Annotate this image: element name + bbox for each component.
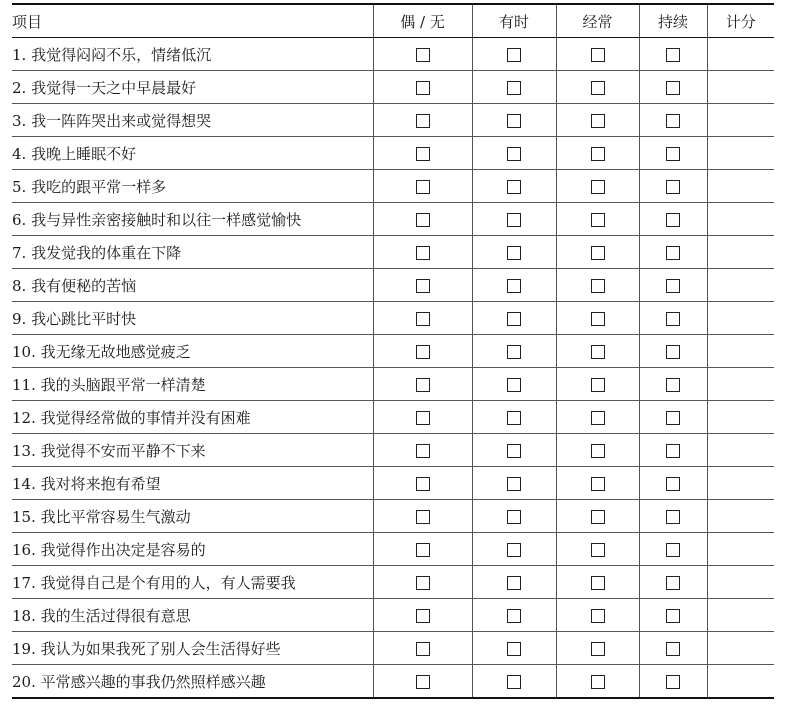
checkbox-often[interactable] — [591, 510, 605, 524]
option-cell-sometimes — [472, 533, 556, 566]
option-cell-rarely — [373, 368, 472, 401]
option-cell-sometimes — [472, 599, 556, 632]
checkbox-rarely[interactable] — [416, 444, 430, 458]
option-cell-often — [556, 467, 639, 500]
score-cell[interactable] — [707, 566, 774, 599]
checkbox-rarely[interactable] — [416, 213, 430, 227]
checkbox-sometimes[interactable] — [507, 378, 521, 392]
score-cell[interactable] — [707, 269, 774, 302]
option-cell-often — [556, 104, 639, 137]
question-text: 5. 我吃的跟平常一样多 — [12, 170, 373, 203]
option-cell-rarely — [373, 269, 472, 302]
question-row — [12, 137, 774, 170]
question-text: 12. 我觉得经常做的事情并没有困难 — [12, 401, 373, 434]
option-cell-often — [556, 533, 639, 566]
score-cell[interactable] — [707, 203, 774, 236]
option-cell-often — [556, 71, 639, 104]
checkbox-always[interactable] — [666, 642, 680, 656]
score-cell[interactable] — [707, 665, 774, 699]
checkbox-often[interactable] — [591, 213, 605, 227]
option-cell-sometimes — [472, 401, 556, 434]
question-text: 6. 我与异性亲密接触时和以往一样感觉愉快 — [12, 203, 373, 236]
score-cell[interactable] — [707, 434, 774, 467]
checkbox-rarely[interactable] — [416, 609, 430, 623]
checkbox-sometimes[interactable] — [507, 213, 521, 227]
question-row — [12, 203, 774, 236]
option-cell-sometimes — [472, 500, 556, 533]
option-cell-always — [639, 467, 707, 500]
checkbox-always[interactable] — [666, 576, 680, 590]
option-cell-often — [556, 599, 639, 632]
checkbox-often[interactable] — [591, 609, 605, 623]
checkbox-often[interactable] — [591, 81, 605, 95]
option-cell-rarely — [373, 236, 472, 269]
checkbox-often[interactable] — [591, 48, 605, 62]
option-cell-sometimes — [472, 236, 556, 269]
checkbox-rarely[interactable] — [416, 411, 430, 425]
question-row — [12, 335, 774, 368]
question-row — [12, 632, 774, 665]
checkbox-sometimes[interactable] — [507, 609, 521, 623]
checkbox-often[interactable] — [591, 477, 605, 491]
question-row — [12, 566, 774, 599]
question-row — [12, 599, 774, 632]
checkbox-sometimes[interactable] — [507, 114, 521, 128]
option-cell-often — [556, 632, 639, 665]
option-header-rarely: 偶 / 无 — [373, 4, 472, 38]
option-cell-rarely — [373, 170, 472, 203]
option-cell-sometimes — [472, 137, 556, 170]
checkbox-always[interactable] — [666, 543, 680, 557]
option-cell-often — [556, 665, 639, 699]
score-cell[interactable] — [707, 500, 774, 533]
option-cell-always — [639, 665, 707, 699]
question-text: 1. 我觉得闷闷不乐，情绪低沉 — [12, 38, 373, 71]
question-row — [12, 38, 774, 71]
question-text: 11. 我的头脑跟平常一样清楚 — [12, 368, 373, 401]
question-text: 10. 我无缘无故地感觉疲乏 — [12, 335, 373, 368]
checkbox-always[interactable] — [666, 213, 680, 227]
checkbox-sometimes[interactable] — [507, 543, 521, 557]
score-cell[interactable] — [707, 401, 774, 434]
checkbox-always[interactable] — [666, 246, 680, 260]
option-cell-always — [639, 269, 707, 302]
option-cell-always — [639, 335, 707, 368]
option-cell-sometimes — [472, 368, 556, 401]
option-cell-often — [556, 500, 639, 533]
checkbox-rarely[interactable] — [416, 345, 430, 359]
option-cell-rarely — [373, 137, 472, 170]
checkbox-rarely[interactable] — [416, 576, 430, 590]
checkbox-often[interactable] — [591, 312, 605, 326]
checkbox-always[interactable] — [666, 345, 680, 359]
checkbox-rarely[interactable] — [416, 642, 430, 656]
question-text: 17. 我觉得自己是个有用的人，有人需要我 — [12, 566, 373, 599]
option-cell-sometimes — [472, 566, 556, 599]
option-cell-rarely — [373, 533, 472, 566]
question-text: 3. 我一阵阵哭出来或觉得想哭 — [12, 104, 373, 137]
option-cell-always — [639, 599, 707, 632]
option-cell-often — [556, 38, 639, 71]
score-cell[interactable] — [707, 170, 774, 203]
score-cell[interactable] — [707, 533, 774, 566]
question-row — [12, 368, 774, 401]
checkbox-rarely[interactable] — [416, 81, 430, 95]
question-text: 13. 我觉得不安而平静不下来 — [12, 434, 373, 467]
score-cell[interactable] — [707, 137, 774, 170]
checkbox-often[interactable] — [591, 246, 605, 260]
checkbox-sometimes[interactable] — [507, 675, 521, 689]
option-cell-always — [639, 533, 707, 566]
question-row — [12, 533, 774, 566]
option-cell-sometimes — [472, 665, 556, 699]
checkbox-sometimes[interactable] — [507, 279, 521, 293]
question-text: 14. 我对将来抱有希望 — [12, 467, 373, 500]
option-cell-often — [556, 302, 639, 335]
score-cell[interactable] — [707, 71, 774, 104]
checkbox-sometimes[interactable] — [507, 147, 521, 161]
question-text: 8. 我有便秘的苦恼 — [12, 269, 373, 302]
checkbox-always[interactable] — [666, 609, 680, 623]
checkbox-often[interactable] — [591, 114, 605, 128]
score-cell[interactable] — [707, 302, 774, 335]
score-cell[interactable] — [707, 467, 774, 500]
option-cell-often — [556, 203, 639, 236]
option-cell-often — [556, 566, 639, 599]
checkbox-often[interactable] — [591, 444, 605, 458]
checkbox-often[interactable] — [591, 180, 605, 194]
option-cell-rarely — [373, 335, 472, 368]
score-cell[interactable] — [707, 236, 774, 269]
item-column-header: 项目 — [12, 4, 373, 38]
option-cell-rarely — [373, 632, 472, 665]
option-cell-often — [556, 434, 639, 467]
question-row — [12, 236, 774, 269]
checkbox-always[interactable] — [666, 180, 680, 194]
checkbox-always[interactable] — [666, 48, 680, 62]
question-text: 19. 我认为如果我死了别人会生活得好些 — [12, 632, 373, 665]
question-text: 20. 平常感兴趣的事我仍然照样感兴趣 — [12, 665, 373, 699]
option-cell-sometimes — [472, 302, 556, 335]
self-rating-table — [12, 3, 774, 699]
checkbox-always[interactable] — [666, 510, 680, 524]
checkbox-rarely[interactable] — [416, 147, 430, 161]
checkbox-always[interactable] — [666, 477, 680, 491]
option-cell-always — [639, 434, 707, 467]
score-cell[interactable] — [707, 632, 774, 665]
checkbox-always[interactable] — [666, 444, 680, 458]
checkbox-rarely[interactable] — [416, 246, 430, 260]
checkbox-always[interactable] — [666, 675, 680, 689]
question-text: 15. 我比平常容易生气激动 — [12, 500, 373, 533]
question-text: 16. 我觉得作出决定是容易的 — [12, 533, 373, 566]
option-cell-often — [556, 137, 639, 170]
checkbox-often[interactable] — [591, 675, 605, 689]
option-cell-rarely — [373, 665, 472, 699]
question-row — [12, 71, 774, 104]
header-row — [12, 4, 774, 38]
question-text: 9. 我心跳比平时快 — [12, 302, 373, 335]
checkbox-always[interactable] — [666, 114, 680, 128]
option-cell-rarely — [373, 566, 472, 599]
option-cell-sometimes — [472, 335, 556, 368]
option-cell-often — [556, 335, 639, 368]
option-cell-always — [639, 137, 707, 170]
option-cell-sometimes — [472, 203, 556, 236]
option-cell-sometimes — [472, 467, 556, 500]
checkbox-often[interactable] — [591, 378, 605, 392]
option-cell-always — [639, 632, 707, 665]
checkbox-sometimes[interactable] — [507, 180, 521, 194]
checkbox-always[interactable] — [666, 147, 680, 161]
option-cell-always — [639, 104, 707, 137]
option-cell-sometimes — [472, 38, 556, 71]
option-cell-always — [639, 170, 707, 203]
option-cell-sometimes — [472, 434, 556, 467]
checkbox-rarely[interactable] — [416, 48, 430, 62]
checkbox-sometimes[interactable] — [507, 576, 521, 590]
question-row — [12, 401, 774, 434]
option-cell-often — [556, 236, 639, 269]
checkbox-always[interactable] — [666, 312, 680, 326]
option-cell-rarely — [373, 203, 472, 236]
question-row — [12, 665, 774, 699]
checkbox-rarely[interactable] — [416, 180, 430, 194]
option-cell-always — [639, 71, 707, 104]
option-cell-sometimes — [472, 104, 556, 137]
checkbox-often[interactable] — [591, 279, 605, 293]
question-row — [12, 500, 774, 533]
checkbox-sometimes[interactable] — [507, 444, 521, 458]
option-cell-rarely — [373, 434, 472, 467]
option-cell-rarely — [373, 104, 472, 137]
score-column-header: 计分 — [707, 4, 774, 38]
question-row — [12, 467, 774, 500]
checkbox-rarely[interactable] — [416, 378, 430, 392]
option-cell-always — [639, 368, 707, 401]
score-cell[interactable] — [707, 599, 774, 632]
question-text: 7. 我发觉我的体重在下降 — [12, 236, 373, 269]
question-row — [12, 170, 774, 203]
checkbox-sometimes[interactable] — [507, 510, 521, 524]
checkbox-rarely[interactable] — [416, 279, 430, 293]
option-cell-sometimes — [472, 71, 556, 104]
checkbox-often[interactable] — [591, 642, 605, 656]
question-text: 2. 我觉得一天之中早晨最好 — [12, 71, 373, 104]
checkbox-often[interactable] — [591, 411, 605, 425]
option-cell-rarely — [373, 302, 472, 335]
checkbox-rarely[interactable] — [416, 477, 430, 491]
score-cell[interactable] — [707, 368, 774, 401]
checkbox-rarely[interactable] — [416, 675, 430, 689]
option-cell-rarely — [373, 401, 472, 434]
option-header-always: 持续 — [639, 4, 707, 38]
option-cell-always — [639, 401, 707, 434]
checkbox-always[interactable] — [666, 378, 680, 392]
checkbox-rarely[interactable] — [416, 114, 430, 128]
option-cell-rarely — [373, 71, 472, 104]
option-cell-often — [556, 368, 639, 401]
checkbox-always[interactable] — [666, 279, 680, 293]
checkbox-sometimes[interactable] — [507, 81, 521, 95]
checkbox-sometimes[interactable] — [507, 48, 521, 62]
option-cell-sometimes — [472, 632, 556, 665]
checkbox-rarely[interactable] — [416, 312, 430, 326]
checkbox-rarely[interactable] — [416, 510, 430, 524]
checkbox-often[interactable] — [591, 576, 605, 590]
checkbox-sometimes[interactable] — [507, 642, 521, 656]
option-cell-rarely — [373, 500, 472, 533]
option-cell-sometimes — [472, 269, 556, 302]
checkbox-sometimes[interactable] — [507, 345, 521, 359]
checkbox-often[interactable] — [591, 543, 605, 557]
question-text: 4. 我晚上睡眠不好 — [12, 137, 373, 170]
option-cell-often — [556, 170, 639, 203]
option-header-often: 经常 — [556, 4, 639, 38]
checkbox-sometimes[interactable] — [507, 411, 521, 425]
question-row — [12, 269, 774, 302]
option-header-sometimes: 有时 — [472, 4, 556, 38]
option-cell-rarely — [373, 467, 472, 500]
option-cell-always — [639, 302, 707, 335]
checkbox-sometimes[interactable] — [507, 312, 521, 326]
score-cell[interactable] — [707, 104, 774, 137]
option-cell-always — [639, 38, 707, 71]
option-cell-always — [639, 500, 707, 533]
option-cell-often — [556, 269, 639, 302]
question-row — [12, 104, 774, 137]
checkbox-always[interactable] — [666, 81, 680, 95]
checkbox-sometimes[interactable] — [507, 477, 521, 491]
checkbox-rarely[interactable] — [416, 543, 430, 557]
option-cell-often — [556, 401, 639, 434]
question-row — [12, 302, 774, 335]
checkbox-sometimes[interactable] — [507, 246, 521, 260]
checkbox-often[interactable] — [591, 147, 605, 161]
score-cell[interactable] — [707, 335, 774, 368]
question-text: 18. 我的生活过得很有意思 — [12, 599, 373, 632]
option-cell-rarely — [373, 599, 472, 632]
option-cell-always — [639, 203, 707, 236]
option-cell-always — [639, 566, 707, 599]
option-cell-always — [639, 236, 707, 269]
checkbox-often[interactable] — [591, 345, 605, 359]
question-row — [12, 434, 774, 467]
score-cell[interactable] — [707, 38, 774, 71]
option-cell-rarely — [373, 38, 472, 71]
option-cell-sometimes — [472, 170, 556, 203]
checkbox-always[interactable] — [666, 411, 680, 425]
